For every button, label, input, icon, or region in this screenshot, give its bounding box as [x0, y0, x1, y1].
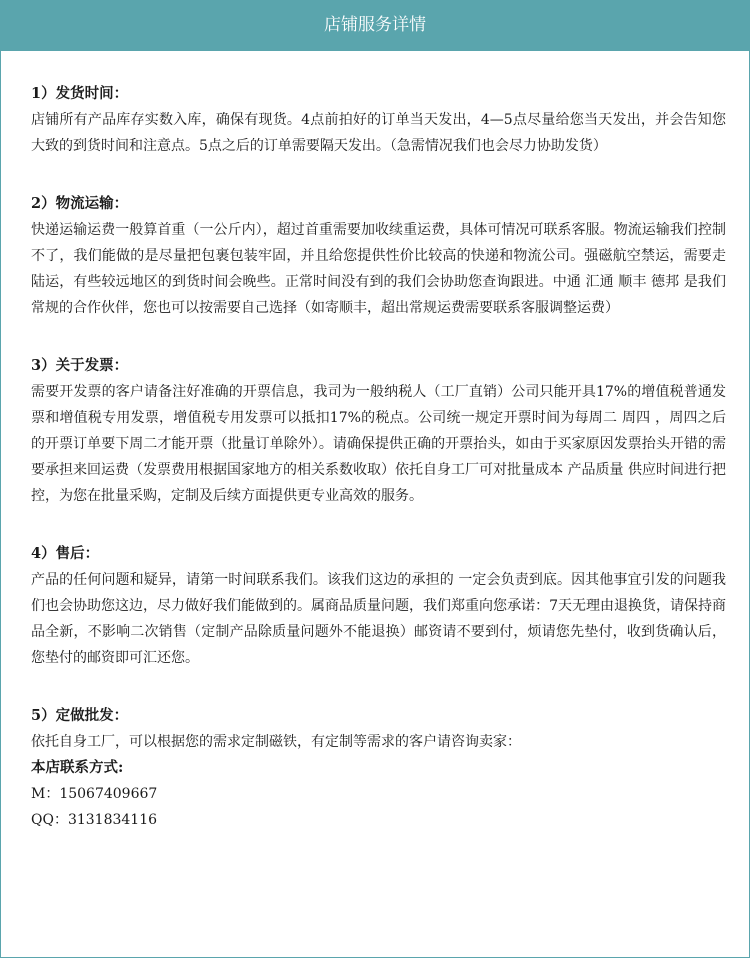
section-body: 需要开发票的客户请备注好准确的开票信息，我司为一般纳税人（工厂直销）公司只能开具17%的增值税普通发票和增值税专用发票，增值税专用发票可以抵扣17%的税点。公司统一规定开票时间为每周二 周四 ，周四之后的开票订单要下周二才能开票（批量订单除外）。请确保提供正确的开票抬头，如由于买家原因发票抬头开错的需要承担来回运费（发票费用根据国家地方的相关系数收取）依托自身工厂可对批量成本 产品质量 供应时间进行把控，为您在批量采购，定制及后续方面提供更专业高效的服务。 [31, 384, 726, 504]
section-body: 店铺所有产品库存实数入库，确保有现货。4点前拍好的订单当天发出，4—5点尽量给您当天发出，并会告知您大致的到货时间和注意点。5点之后的订单需要隔天发出。（急需情况我们也会尽力协助发货） [31, 112, 726, 154]
content-area [31, 81, 726, 833]
page-title: 店铺服务详情 [1, 1, 749, 51]
section-title: 1）发货时间： [31, 85, 129, 102]
section-shipping-time [31, 81, 726, 159]
section-invoice [31, 353, 726, 509]
section-body: 快递运输运费一般算首重（一公斤内），超过首重需要加收续重运费，具体可情况可联系客服。物流运输我们控制不了，我们能做的是尽量把包裹包装牢固，并且给您提供性价比较高的快递和物流公司。强磁航空禁运，需要走陆运，有些较远地区的到货时间会晚些。正常时间没有到的我们会协助您查询跟进。中通 汇通 顺丰 德邦 是我们常规的合作伙伴，您也可以按需要自己选择（如寄顺丰，超出常规运费需要联系客服调整运费） [31, 222, 726, 316]
section-body: 依托自身工厂，可以根据您的需求定制磁铁，有定制等需求的客户请咨询卖家： [31, 734, 521, 750]
section-title: 5）定做批发： [31, 707, 129, 724]
section-body: 产品的任何问题和疑异，请第一时间联系我们。该我们这边的承担的 一定会负责到底。因其他事宜引发的问题我们也会协助您这边，尽力做好我们能做到的。属商品质量问题，我们郑重向您承诺：7天无理由退换货，请保持商品全新，不影响二次销售（定制产品除质量问题外不能退换）邮资请不要到付，烦请您先垫付，收到货确认后，您垫付的邮资即可汇还您。 [31, 572, 726, 666]
section-after-sales [31, 541, 726, 671]
section-logistics [31, 191, 726, 321]
section-title: 4）售后： [31, 545, 100, 562]
contact-phone: M：15067409667 [31, 786, 158, 802]
section-custom-wholesale [31, 703, 726, 833]
section-title: 3）关于发票： [31, 357, 129, 374]
contact-qq: QQ：3131834116 [31, 812, 158, 828]
contact-label: 本店联系方式: [31, 759, 124, 776]
section-title: 2）物流运输： [31, 195, 129, 212]
